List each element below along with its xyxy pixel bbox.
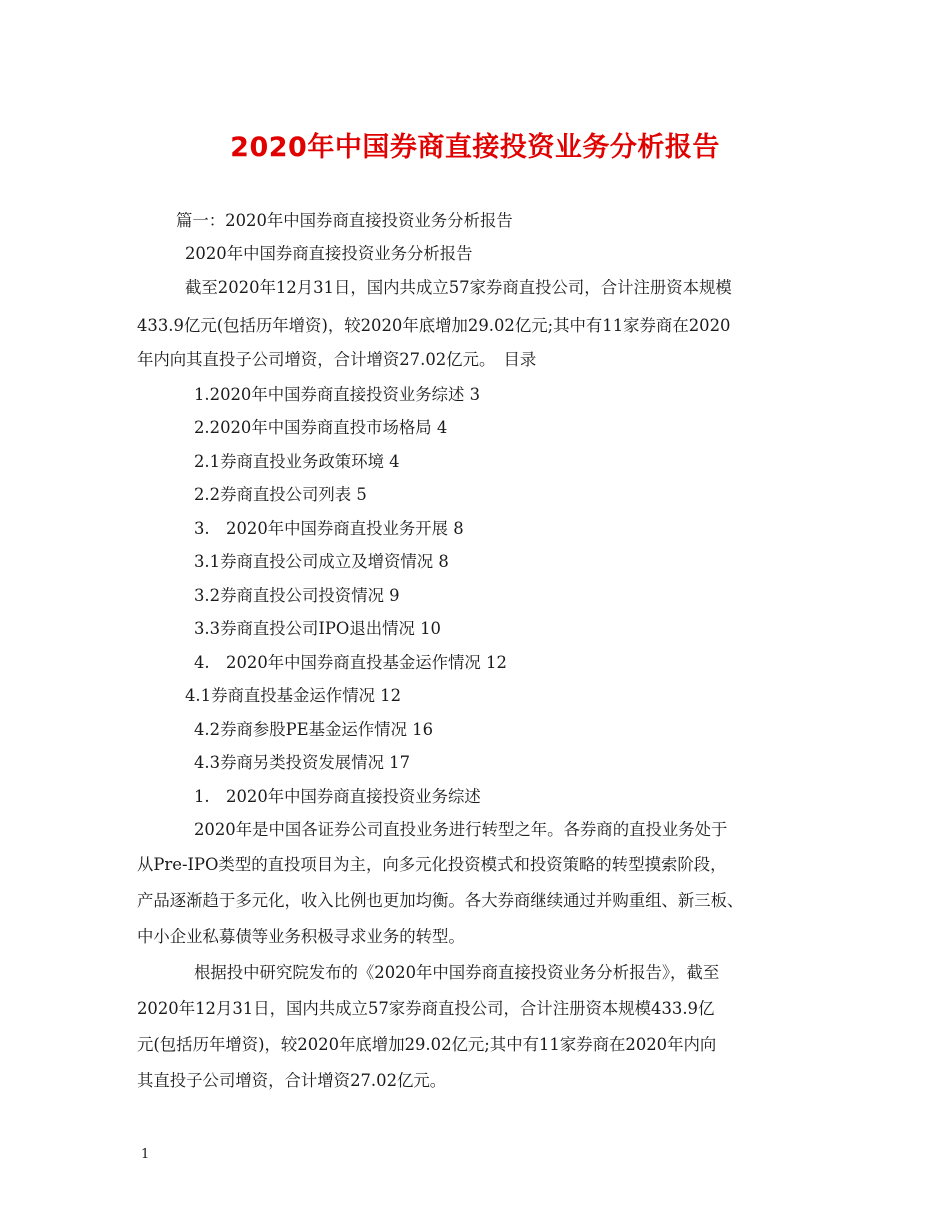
paragraph-line: 2020年是中国各证券公司直投业务进行转型之年。各券商的直投业务处于	[194, 820, 728, 839]
toc-item: 4.3券商另类投资发展情况 17	[194, 753, 411, 772]
toc-item: 4.2券商参股PE基金运作情况 16	[194, 720, 434, 739]
toc-item: 3.2券商直投公司投资情况 9	[194, 586, 400, 605]
toc-item: 2.2券商直投公司列表 5	[194, 485, 367, 504]
section-heading: 篇一：2020年中国券商直接投资业务分析报告	[176, 211, 513, 230]
page-title: 2020年中国券商直接投资业务分析报告	[230, 132, 720, 163]
paragraph-line: 元(包括历年增资)，较2020年底增加29.02亿元;其中有11家券商在2020年内向	[137, 1035, 717, 1054]
section-heading: 1. 2020年中国券商直接投资业务综述	[194, 787, 481, 806]
paragraph-line: 从Pre-IPO类型的直投项目为主，向多元化投资模式和投资策略的转型摸索阶段，	[137, 855, 727, 874]
toc-item: 3. 2020年中国券商直投业务开展 8	[194, 519, 464, 538]
paragraph-line: 产品逐渐趋于多元化，收入比例也更加均衡。各大券商继续通过并购重组、新三板、	[137, 891, 744, 910]
toc-item: 4.1券商直投基金运作情况 12	[185, 686, 402, 705]
intro-line: 433.9亿元(包括历年增资)，较2020年底增加29.02亿元;其中有11家券商在2020	[137, 316, 731, 335]
toc-item: 1.2020年中国券商直接投资业务综述 3	[194, 385, 481, 404]
toc-item: 3.1券商直投公司成立及增资情况 8	[194, 552, 449, 571]
intro-line: 截至2020年12月31日，国内共成立57家券商直投公司，合计注册资本规模	[185, 278, 732, 297]
paragraph-line: 根据投中研究院发布的《2020年中国券商直接投资业务分析报告》，截至	[194, 963, 720, 982]
toc-item: 3.3券商直投公司IPO退出情况 10	[194, 619, 441, 638]
toc-item: 2.1券商直投业务政策环境 4	[194, 452, 400, 471]
paragraph-line: 其直投子公司增资，合计增资27.02亿元。	[137, 1071, 447, 1090]
page-number: 1	[141, 1147, 150, 1162]
paragraph-line: 2020年12月31日，国内共成立57家券商直投公司，合计注册资本规模433.9亿	[137, 999, 715, 1018]
paragraph-line: 中小企业私募债等业务积极寻求业务的转型。	[137, 927, 465, 946]
toc-item: 4. 2020年中国券商直投基金运作情况 12	[194, 653, 507, 672]
toc-item: 2.2020年中国券商直投市场格局 4	[194, 418, 448, 437]
subtitle: 2020年中国券商直接投资业务分析报告	[185, 244, 473, 263]
intro-line: 年内向其直投子公司增资，合计增资27.02亿元。 目录	[137, 350, 537, 369]
